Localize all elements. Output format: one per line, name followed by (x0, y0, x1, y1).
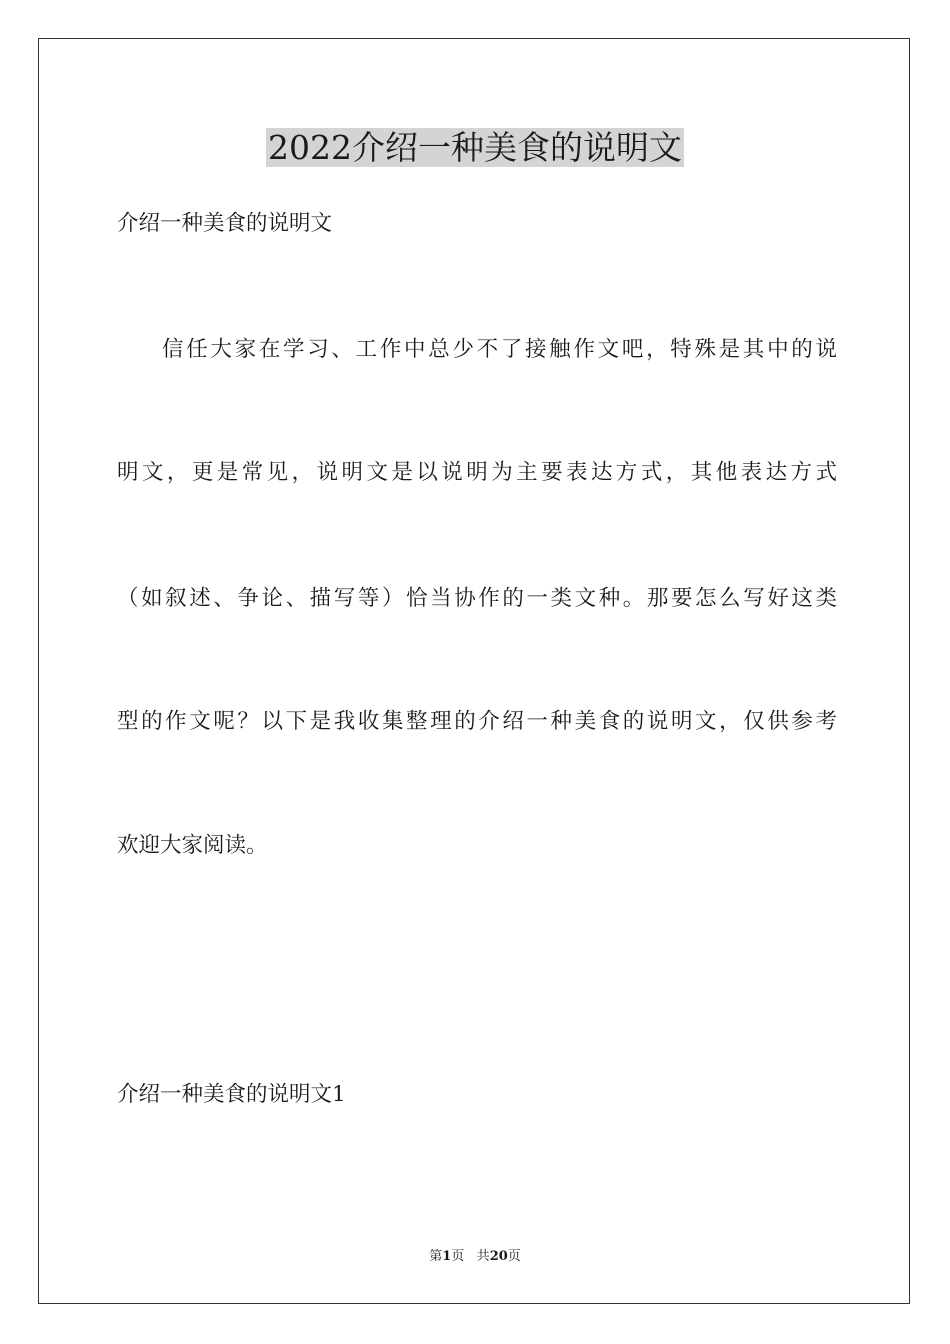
page-footer (0, 1248, 950, 1266)
paragraph-line: （如叙述、争论、描写等）恰当协作的一类文种。那要怎么写好这类 (117, 586, 837, 611)
footer-page-number: 1 (442, 1249, 452, 1264)
document-subtitle: 介绍一种美食的说明文 (117, 211, 333, 236)
document-title (0, 124, 950, 172)
document-title-text: 2022介绍一种美食的说明文 (268, 128, 682, 167)
paragraph-line: 信任大家在学习、工作中总少不了接触作文吧，特殊是其中的说 (162, 337, 837, 362)
paragraph-line: 型的作文呢？以下是我收集整理的介绍一种美食的说明文，仅供参考 (117, 709, 837, 734)
footer-total-pages: 20 (489, 1249, 508, 1264)
footer-total-suffix: 页 (507, 1249, 521, 1264)
footer-page-suffix: 页 (451, 1249, 465, 1264)
paragraph-line: 欢迎大家阅读。 (117, 833, 268, 858)
paragraph-line: 明文，更是常见，说明文是以说明为主要表达方式，其他表达方式 (117, 460, 837, 485)
footer-page-prefix: 第 (429, 1249, 443, 1264)
section-heading: 介绍一种美食的说明文1 (117, 1082, 346, 1107)
footer-total-prefix: 共 (476, 1249, 490, 1264)
